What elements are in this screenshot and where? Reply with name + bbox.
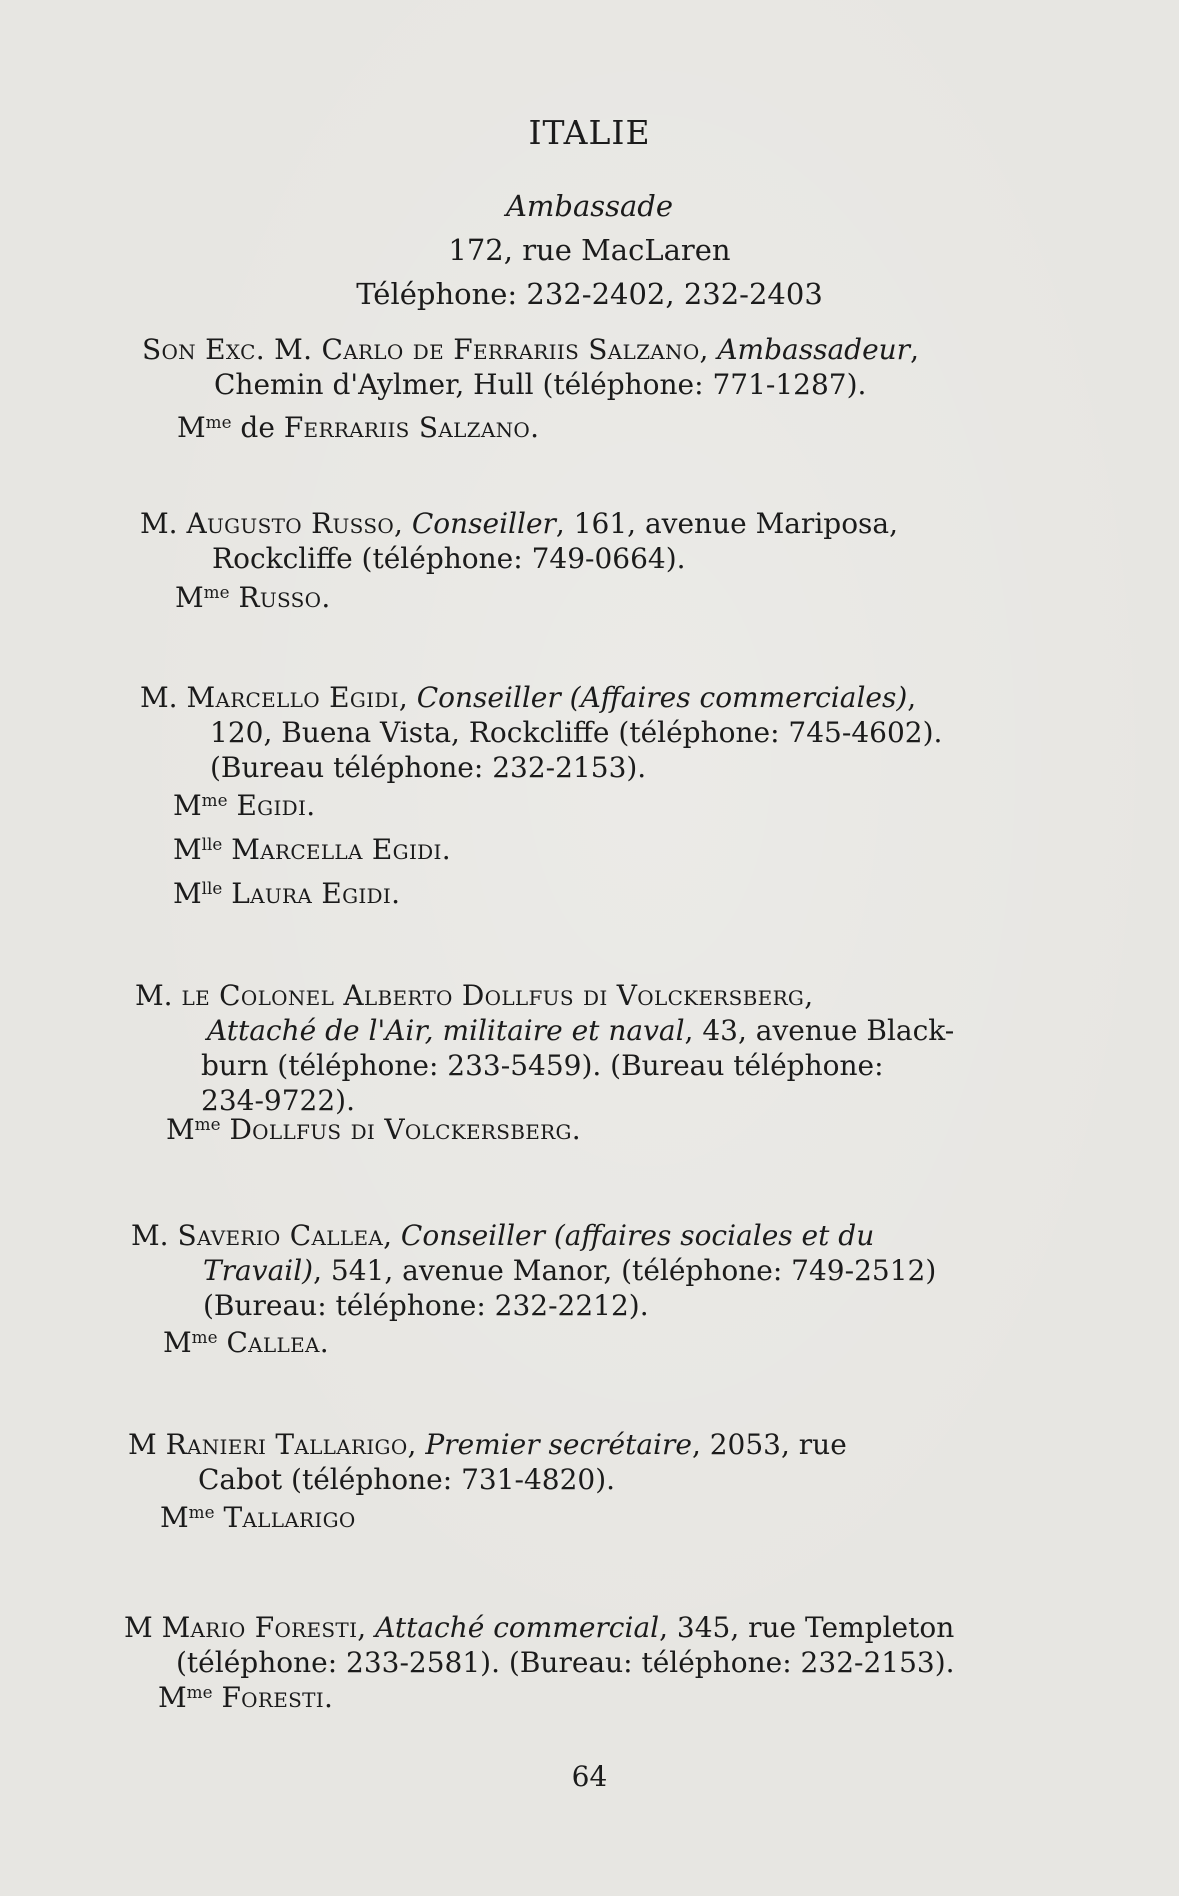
entry-rest: , [907,681,917,714]
entry-first-line [140,506,1045,541]
entry-line: (Bureau téléphone: 232-2153). [210,751,647,784]
spouse-line [173,876,400,912]
entry-line: Cabot (téléphone: 731-4820). [198,1463,616,1496]
spouse-title: M [173,877,202,910]
entry-tallarigo [128,1427,1040,1497]
entry-prefix: M. [140,681,187,714]
entry-name: Saverio Callea [177,1219,384,1252]
entry-title: Attaché de l'Air, militaire et naval [207,1014,685,1047]
spouse-name: Russo [238,581,322,614]
spouse-line [177,410,539,446]
spouse-title-sup: lle [201,877,223,898]
entry-rest: , 2053, rue [691,1428,847,1461]
entry-egidi [140,680,1045,785]
spouse-line [166,1112,581,1148]
spouse-title: M [158,1681,187,1714]
entry-line: 120, Buena Vista, Rockcliffe (téléphone: 745-4602). [210,716,943,749]
spouse-title: M [160,1501,189,1534]
entry-ambassador [142,332,1042,402]
entry-line [135,1013,1045,1048]
spouse-line [175,580,330,616]
entry-prefix: M [128,1428,166,1461]
entry-first-line [135,978,1045,1013]
spouse-name: Dollfus di Volckersberg [229,1113,572,1146]
entry-name: Marcello Egidi [186,681,399,714]
entry-foresti [124,1610,1039,1680]
entry-sep: , [407,1428,426,1461]
entry-sep: , [699,333,718,366]
entry-rest: , [910,333,919,366]
spouse-title-sup: me [201,789,228,810]
spouse-title-sup: me [191,1326,218,1347]
country-heading: ITALIE [528,113,651,152]
entry-title: Conseiller (affaires sociales et du [400,1219,875,1252]
page-number: 64 [571,1760,608,1793]
spouse-end: . [321,581,331,614]
entry-name: Mario Foresti [161,1611,358,1644]
spouse-name: Egidi [236,789,307,822]
spouse-name: Foresti [221,1681,324,1714]
entry-first-line [142,332,1042,367]
entry-title: Attaché commercial [375,1611,660,1644]
entry-rest: , 161, avenue Mariposa, [555,507,899,540]
entry-name: Augusto Russo [186,507,395,540]
entry-rest: , 345, rue Templeton [659,1611,955,1644]
spouse-particle: de [231,411,284,444]
mission-type: Ambassade [505,189,674,223]
spouse-title-sup: lle [201,833,223,854]
spouse-name: Marcella Egidi [231,833,442,866]
spouse-title: M [175,581,204,614]
entry-prefix: Son Exc. M. [142,333,322,366]
entry-title: Travail) [203,1254,314,1287]
entry-title: Ambassadeur [717,333,911,366]
spouse-end: . [306,789,316,822]
entry-sep: , [398,681,417,714]
spouse-title: M [166,1113,195,1146]
spouse-name: Laura Egidi [231,877,392,910]
entry-line: burn (téléphone: 233-5459). (Bureau téléphone: [201,1049,884,1082]
spouse-name: Tallarigo [223,1501,356,1534]
spouse-line [158,1680,333,1716]
spouse-title-sup: me [186,1681,213,1702]
spouse-end: . [441,833,451,866]
entry-first-line [124,1610,1039,1645]
entry-title: Conseiller (Affaires commerciales) [416,681,908,714]
spouse-particle [222,877,231,910]
spouse-particle [222,833,231,866]
entry-title: Premier secrétaire [425,1428,692,1461]
spouse-title-sup: me [205,411,232,432]
spouse-end: . [319,1326,329,1359]
entry-prefix: M [124,1611,162,1644]
entry-sep: , [383,1219,401,1252]
entry-name: le Colonel Alberto Dollfus di Volckersberg [181,979,805,1012]
entry-first-line [131,1218,1043,1253]
spouse-title: M [173,789,202,822]
entry-name: Ranieri Tallarigo [165,1428,408,1461]
spouse-title-sup: me [203,581,230,602]
spouse-name: Callea [226,1326,320,1359]
spouse-name: Ferrariis Salzano [283,411,531,444]
spouse-line [163,1325,329,1361]
entry-line: Chemin d'Aylmer, Hull (téléphone: 771-1287). [214,368,867,401]
entry-callea [131,1218,1043,1323]
spouse-end: . [571,1113,581,1146]
spouse-line [160,1500,356,1536]
mission-address: 172, rue MacLaren [448,233,731,267]
spouse-line [173,788,315,824]
spouse-title: M [163,1326,192,1359]
entry-dollfus [135,978,1045,1118]
mission-phone: Téléphone: 232-2402, 232-2403 [356,277,823,311]
entry-prefix: M. [135,979,182,1012]
entry-title: Conseiller [411,507,556,540]
entry-rest: , 541, avenue Manor, (téléphone: 749-2512) [313,1254,937,1287]
entry-line: Rockcliffe (téléphone: 749-0664). [212,542,686,575]
entry-prefix: M. [140,507,187,540]
spouse-end: . [391,877,401,910]
entry-line: (Bureau: téléphone: 232-2212). [203,1289,649,1322]
entry-line [131,1253,1043,1288]
entry-sep: , [357,1611,376,1644]
entry-line: 234-9722). [201,1084,355,1117]
entry-russo [140,506,1045,576]
entry-first-line [140,680,1045,715]
spouse-title-sup: me [194,1113,221,1134]
spouse-title: M [177,411,206,444]
spouse-end: . [530,411,540,444]
entry-sep: , [394,507,412,540]
entry-name: Carlo de Ferrariis Salzano [321,333,700,366]
entry-rest: , 43, avenue Black- [684,1014,955,1047]
entry-sep: , [804,979,814,1012]
spouse-line [173,832,451,868]
entry-line: (téléphone: 233-2581). (Bureau: téléphone: 232-2153). [176,1646,955,1679]
spouse-end: . [323,1681,333,1714]
entry-prefix: M. [131,1219,178,1252]
entry-first-line [128,1427,1040,1462]
spouse-title: M [173,833,202,866]
spouse-title-sup: me [188,1501,215,1522]
